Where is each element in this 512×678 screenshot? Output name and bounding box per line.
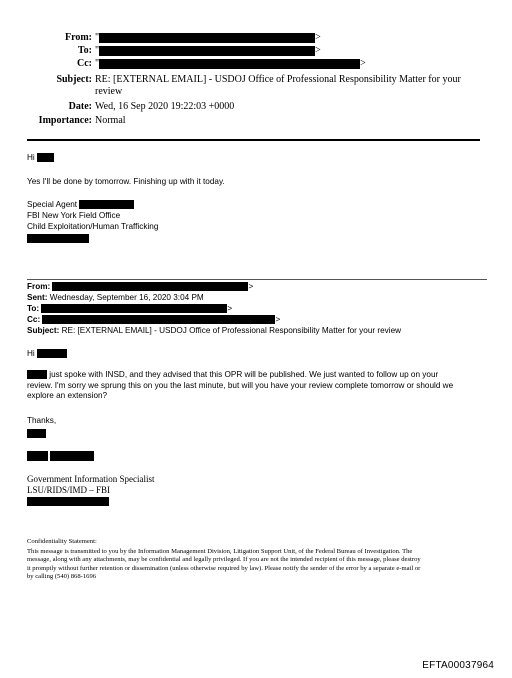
redaction — [27, 497, 109, 506]
redaction — [27, 429, 46, 438]
message-divider — [27, 279, 487, 280]
header-divider — [27, 139, 480, 141]
date-value: Wed, 16 Sep 2020 19:22:03 +0000 — [95, 101, 235, 112]
reply-signature-office: FBI New York Field Office — [27, 211, 121, 220]
redaction — [37, 153, 54, 162]
date-label: Date: — [68, 101, 92, 112]
reply-signature-redacted — [27, 233, 89, 243]
original-sent-value: Wednesday, September 16, 2020 3:04 PM — [49, 293, 204, 302]
date-row — [0, 101, 512, 113]
to-label: To: — [77, 45, 92, 56]
from-row — [0, 32, 512, 44]
original-greeting: Hi — [27, 349, 67, 359]
reply-greeting: Hi — [27, 153, 54, 163]
original-signoff-redacted — [27, 428, 46, 438]
reply-signature-unit: Child Exploitation/Human Trafficking — [27, 222, 159, 231]
redaction — [79, 200, 134, 209]
redaction — [99, 46, 315, 56]
original-signature-redacted — [27, 496, 109, 506]
redaction — [41, 304, 227, 313]
original-to-row: To: > — [27, 304, 233, 313]
original-cc-label: Cc: — [27, 315, 41, 324]
email-header — [0, 0, 512, 140]
original-cc-row: Cc: > — [27, 315, 281, 324]
document-id: EFTA00037964 — [422, 660, 494, 671]
redaction — [27, 451, 48, 461]
importance-label: Importance: — [38, 115, 92, 126]
cc-row — [0, 58, 512, 70]
original-from-row: From: > — [27, 282, 254, 291]
subject-row — [0, 74, 512, 100]
original-sent-label: Sent: — [27, 293, 48, 302]
original-to-label: To: — [27, 304, 40, 313]
confidentiality-statement: Confidentiality Statement: This message is transmitted to you by the Information Management Division, Litigation Support Unit, of the Federal Bureau of Investigation. The message, along with any attachments, may be confidential and legally privileged. If you are not the intended recipient of this message, please destroy it promptly without further retention or dissemination (unless otherwise required by law). Please notify the sender of the error by a separate e-mail or by calling (540) 868-1696 — [27, 538, 489, 582]
to-value: " > — [95, 45, 321, 56]
redaction — [52, 282, 248, 291]
importance-value: Normal — [95, 115, 126, 126]
original-subject-value: RE: [EXTERNAL EMAIL] - USDOJ Office of Professional Responsibility Matter for your review — [61, 326, 402, 335]
original-subject-row — [27, 326, 401, 336]
original-body: just spoke with INSD, and they advised that this OPR will be published. We just wanted to follow up on your review. I'm sorry we sprung this on you the last minute, but will you have your review complete tomorrow or should we explore an extension? — [27, 370, 454, 401]
redaction — [37, 349, 67, 358]
from-value: " > — [95, 32, 321, 43]
redaction — [50, 451, 94, 461]
redaction — [99, 59, 360, 69]
subject-value-continued: review — [95, 86, 123, 97]
redaction — [42, 315, 275, 324]
redaction — [27, 234, 89, 243]
original-from-label: From: — [27, 282, 51, 291]
cc-label: Cc: — [77, 58, 92, 69]
original-thanks: Thanks, — [27, 416, 57, 425]
importance-row — [0, 115, 512, 127]
original-signature-title: Government Information Specialist — [27, 474, 155, 484]
confidentiality-heading: Confidentiality Statement: — [27, 538, 97, 545]
original-signature-unit: LSU/RIDS/IMD – FBI — [27, 485, 111, 495]
subject-label: Subject: — [56, 74, 92, 85]
subject-value: RE: [EXTERNAL EMAIL] - USDOJ Office of Professional Responsibility Matter for your — [95, 74, 461, 85]
redaction — [99, 33, 315, 43]
reply-body: Yes I'll be done by tomorrow. Finishing up with it today. — [27, 177, 225, 186]
original-sent-row — [27, 293, 204, 303]
redaction — [27, 370, 47, 379]
reply-signature-title: Special Agent — [27, 200, 134, 210]
cc-value: " > — [95, 58, 366, 69]
original-subject-label: Subject: — [27, 326, 60, 335]
to-row — [0, 45, 512, 57]
original-name-redacted — [27, 451, 94, 461]
from-label: From: — [64, 32, 92, 43]
